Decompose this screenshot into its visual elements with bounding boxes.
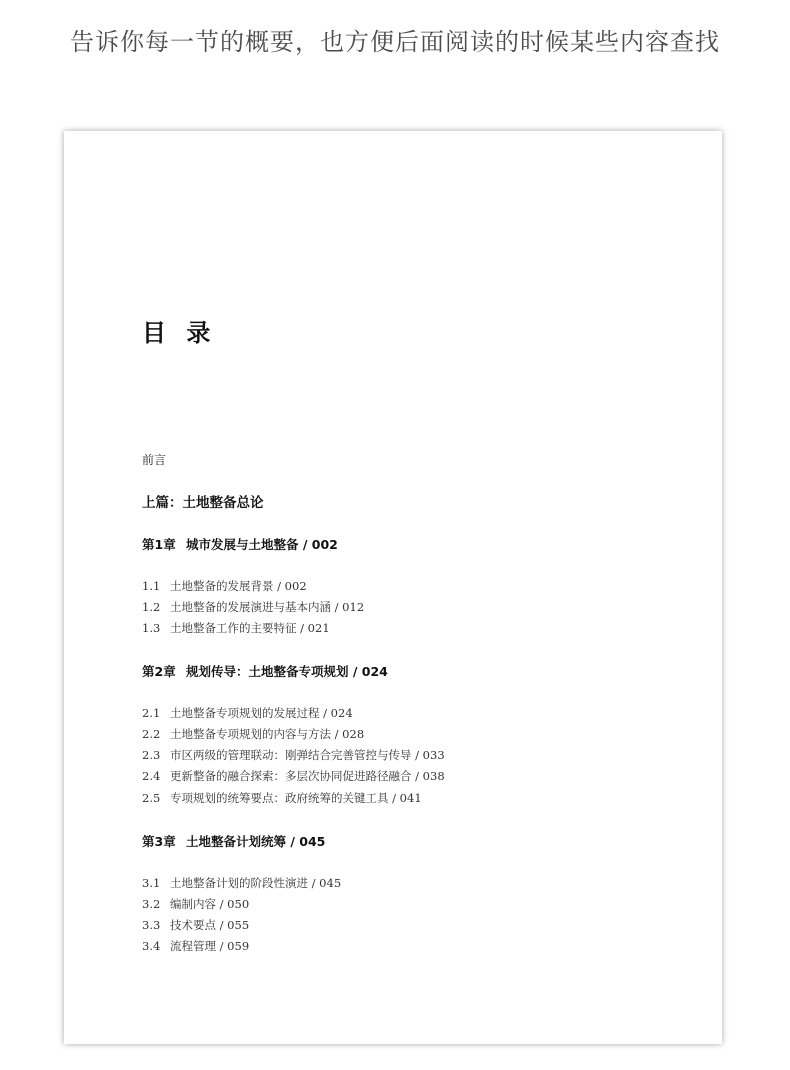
- section-number: 1.2: [142, 600, 161, 614]
- chapter-entry: [142, 535, 338, 553]
- preface-entry: 前言: [142, 453, 167, 467]
- chapter-title: 土地整备计划统筹 / 045: [186, 834, 326, 849]
- section-title: 土地整备专项规划的内容与方法 / 028: [170, 727, 365, 741]
- section-entry: [142, 768, 445, 784]
- section-title: 技术要点 / 055: [170, 918, 250, 932]
- section-entry: [142, 938, 249, 954]
- section-entry: [142, 875, 341, 891]
- section-number: 2.2: [142, 727, 161, 741]
- section-entry: [142, 896, 249, 912]
- caption: 告诉你每一节的概要，也方便后面阅读的时候某些内容查找: [70, 28, 720, 56]
- section-title: 土地整备的发展背景 / 002: [170, 579, 307, 593]
- section-entry: [142, 705, 353, 721]
- section-title: 土地整备计划的阶段性演进 / 045: [170, 876, 342, 890]
- chapter-number: 第3章: [142, 834, 176, 849]
- section-title: 更新整备的融合探索：多层次协同促进路径融合 / 038: [170, 769, 445, 783]
- section-title: 土地整备的发展演进与基本内涵 / 012: [170, 600, 365, 614]
- section-number: 3.3: [142, 918, 161, 932]
- page-title: 目 录: [142, 318, 217, 347]
- section-number: 3.2: [142, 897, 161, 911]
- section-number: 3.4: [142, 939, 161, 953]
- section-entry: [142, 578, 307, 594]
- section-title: 土地整备专项规划的发展过程 / 024: [170, 706, 353, 720]
- section-entry: [142, 726, 364, 742]
- section-entry: [142, 599, 364, 615]
- chapter-title: 城市发展与土地整备 / 002: [186, 537, 338, 552]
- section-entry: [142, 620, 330, 636]
- section-entry: [142, 917, 249, 933]
- chapter-entry: [142, 662, 388, 680]
- section-entry: [142, 747, 445, 763]
- section-number: 3.1: [142, 876, 161, 890]
- section-title: 专项规划的统筹要点：政府统筹的关键工具 / 041: [170, 791, 422, 805]
- section-number: 2.1: [142, 706, 161, 720]
- chapter-number: 第2章: [142, 664, 176, 679]
- section-entry: [142, 790, 422, 806]
- section-title: 土地整备工作的主要特征 / 021: [170, 621, 330, 635]
- section-number: 1.1: [142, 579, 161, 593]
- chapter-title: 规划传导：土地整备专项规划 / 024: [186, 664, 388, 679]
- section-title: 流程管理 / 059: [170, 939, 250, 953]
- chapter-number: 第1章: [142, 537, 176, 552]
- part-heading: 上篇：土地整备总论: [142, 495, 264, 511]
- section-number: 2.3: [142, 748, 161, 762]
- chapter-entry: [142, 832, 325, 850]
- book-page: [64, 131, 722, 1044]
- section-number: 2.4: [142, 769, 161, 783]
- section-title: 编制内容 / 050: [170, 897, 250, 911]
- section-number: 1.3: [142, 621, 161, 635]
- section-title: 市区两级的管理联动：刚弹结合完善管控与传导 / 033: [170, 748, 445, 762]
- section-number: 2.5: [142, 791, 161, 805]
